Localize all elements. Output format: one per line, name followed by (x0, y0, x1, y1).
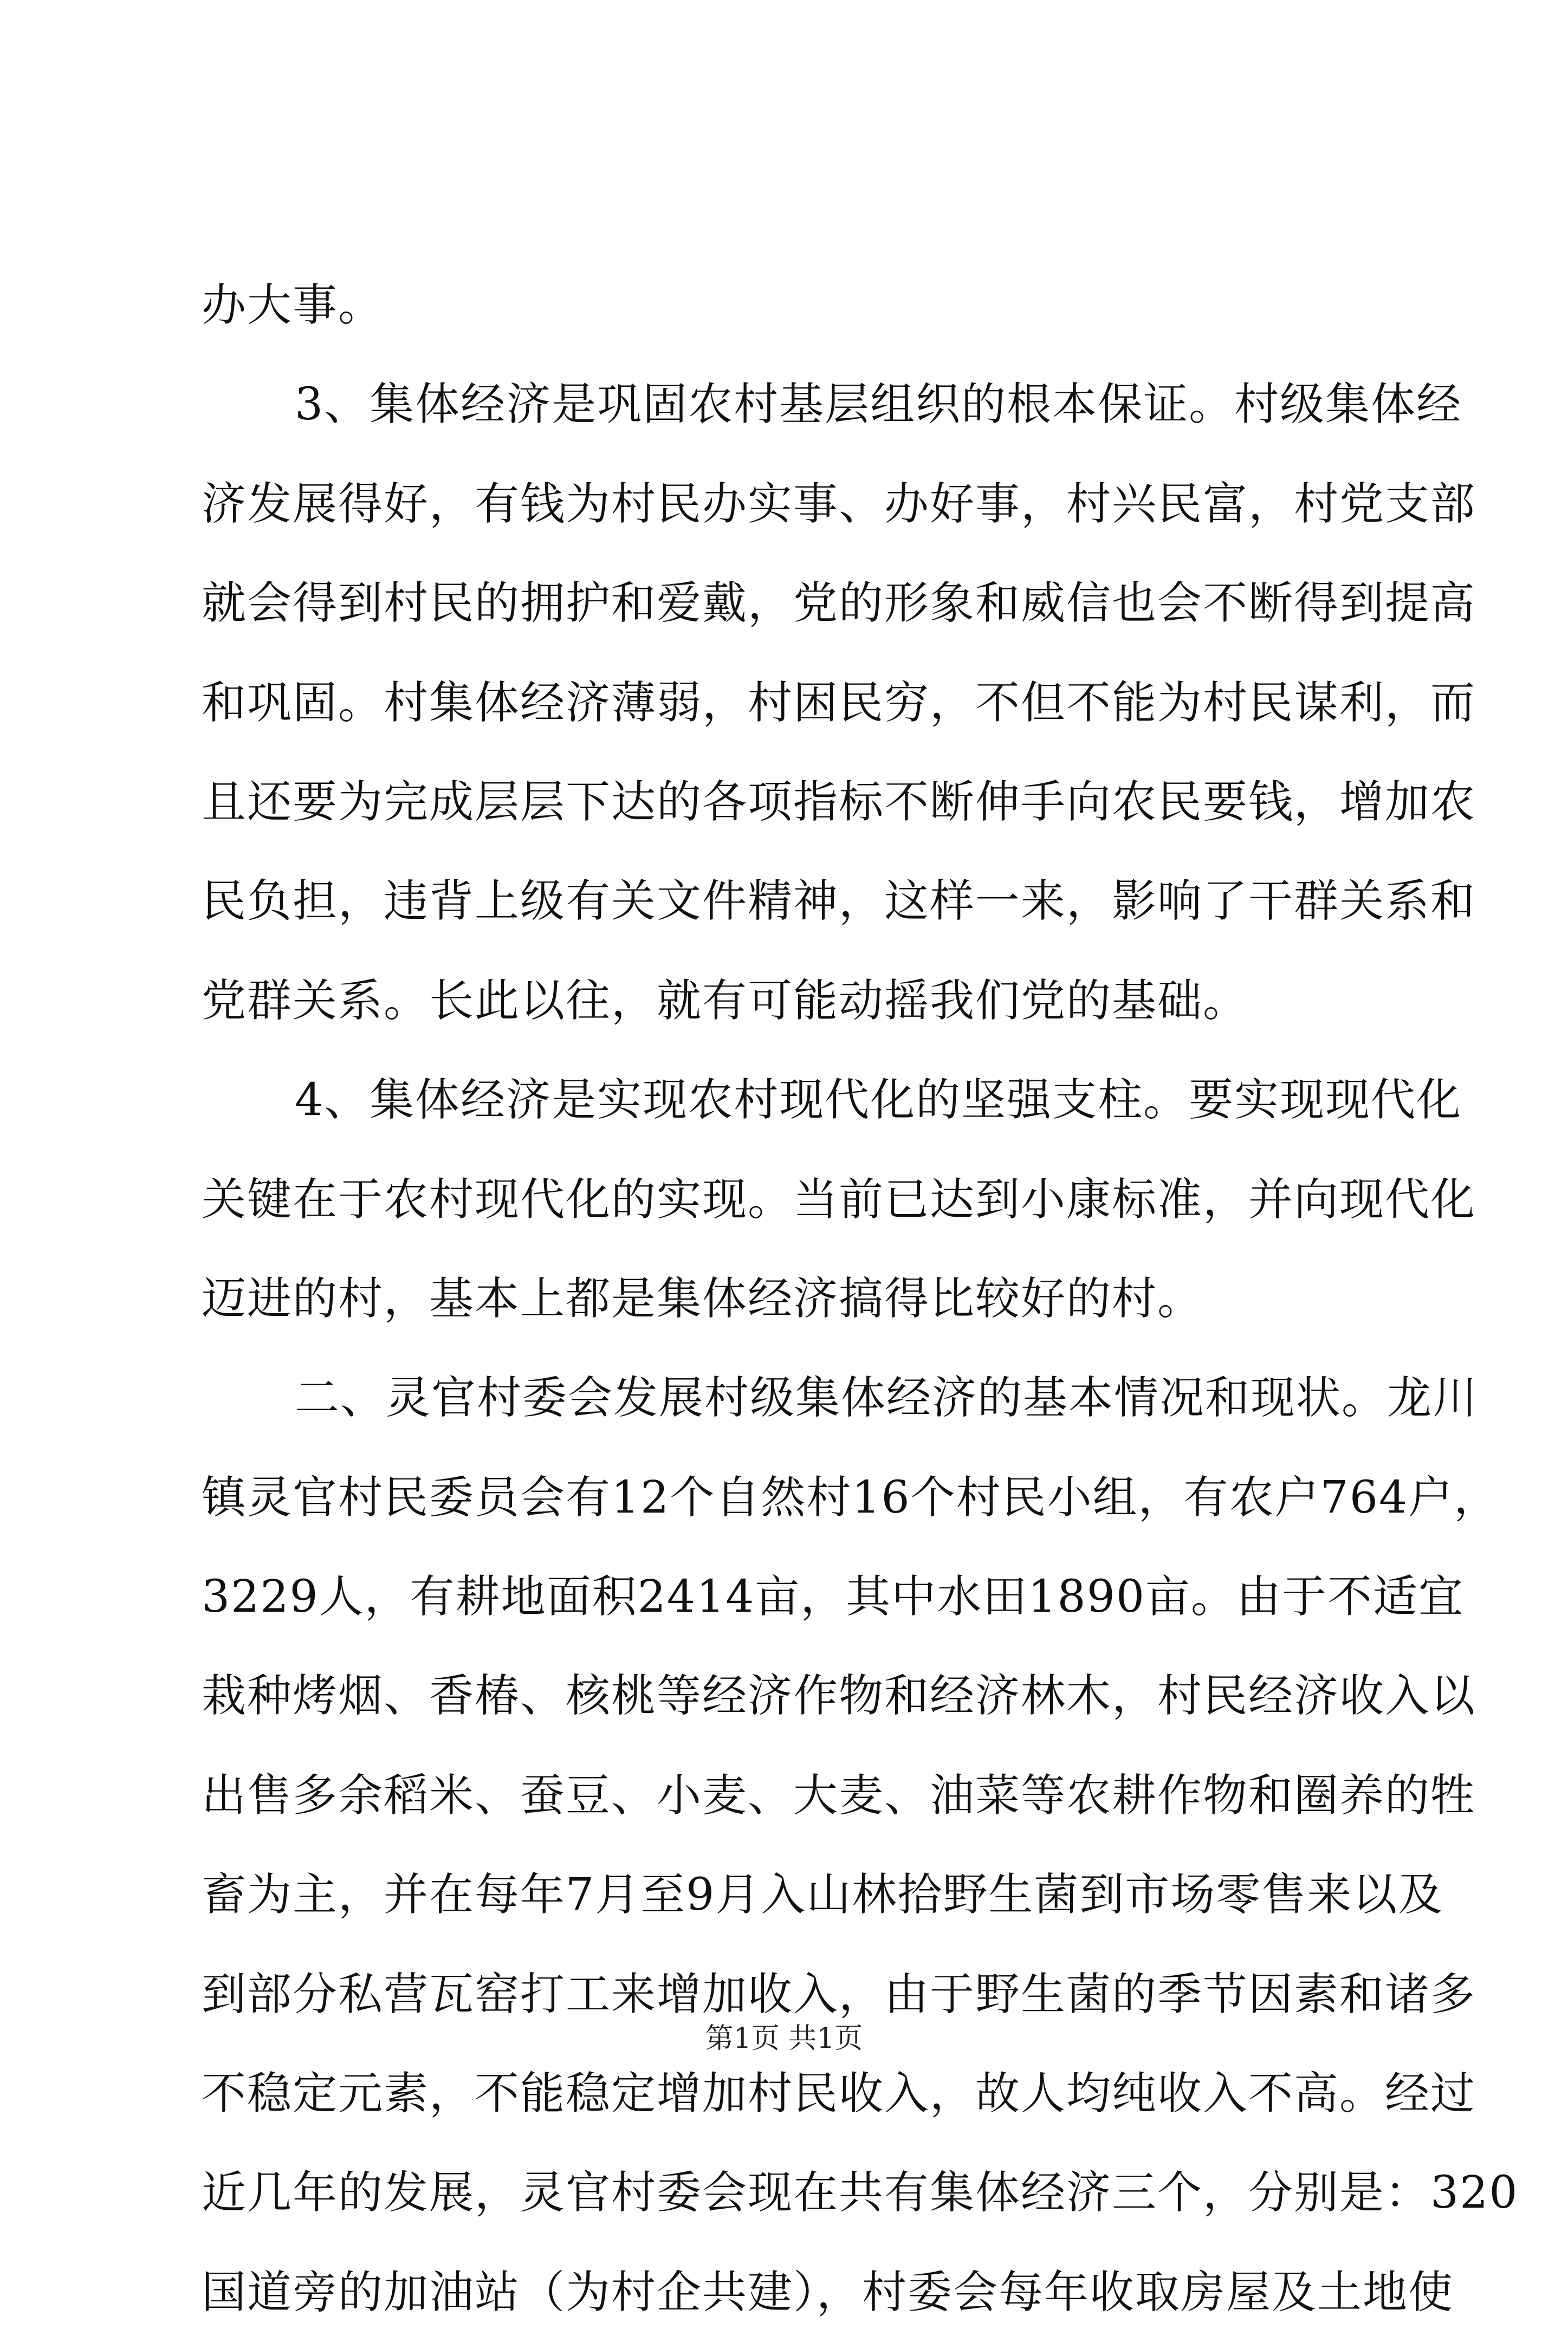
text-line: 4、集体经济是实现农村现代化的坚强支柱。要实现现代化 (295, 1074, 1462, 1126)
text-line: 近几年的发展，灵官村委会现在共有集体经济三个，分别是：320 (202, 2167, 1519, 2219)
text-line: 3229人，有耕地面积2414亩，其中水田1890亩。由于不适宜 (202, 1571, 1465, 1623)
text-line: 出售多余稻米、蚕豆、小麦、大麦、油菜等农耕作物和圈养的牲 (202, 1769, 1476, 1821)
text-line: 迈进的村，基本上都是集体经济搞得比较好的村。 (202, 1273, 1203, 1325)
text-line: 畜为主，并在每年7月至9月入山林拾野生菌到市场零售来以及 (202, 1869, 1444, 1921)
text-line: 办大事。 (202, 280, 384, 331)
text-line: 3、集体经济是巩固农村基层组织的根本保证。村级集体经 (295, 379, 1462, 431)
text-line: 镇灵官村民委员会有12个自然村16个村民小组，有农户764户， (202, 1471, 1500, 1523)
text-line: 党群关系。长此以往，就有可能动摇我们党的基础。 (202, 975, 1249, 1027)
text-line: 二、灵官村委会发展村级集体经济的基本情况和现状。龙川 (295, 1372, 1479, 1424)
text-line: 到部分私营瓦窑打工来增加收入，由于野生菌的季节因素和诸多 (202, 1968, 1476, 2020)
text-line: 栽种烤烟、香椿、核桃等经济作物和经济林木，村民经济收入以 (202, 1670, 1476, 1722)
text-line: 就会得到村民的拥护和爱戴，党的形象和威信也会不断得到提高 (202, 578, 1476, 630)
text-line: 关键在于农村现代化的实现。当前已达到小康标准，并向现代化 (202, 1173, 1476, 1225)
text-line: 民负担，违背上级有关文件精神，这样一来，影响了干群关系和 (202, 875, 1476, 927)
text-line: 济发展得好，有钱为村民办实事、办好事，村兴民富，村党支部 (202, 478, 1476, 530)
text-line: 和巩固。村集体经济薄弱，村困民穷，不但不能为村民谋利，而 (202, 677, 1476, 729)
text-line: 不稳定元素，不能稳定增加村民收入，故人均纯收入不高。经过 (202, 2068, 1476, 2120)
text-line: 且还要为完成层层下达的各项指标不断伸手向农民要钱，增加农 (202, 776, 1476, 828)
text-line: 国道旁的加油站（为村企共建），村委会每年收取房屋及土地使 (202, 2266, 1454, 2318)
page-number-footer: 第1页 共1页 (705, 2022, 863, 2055)
